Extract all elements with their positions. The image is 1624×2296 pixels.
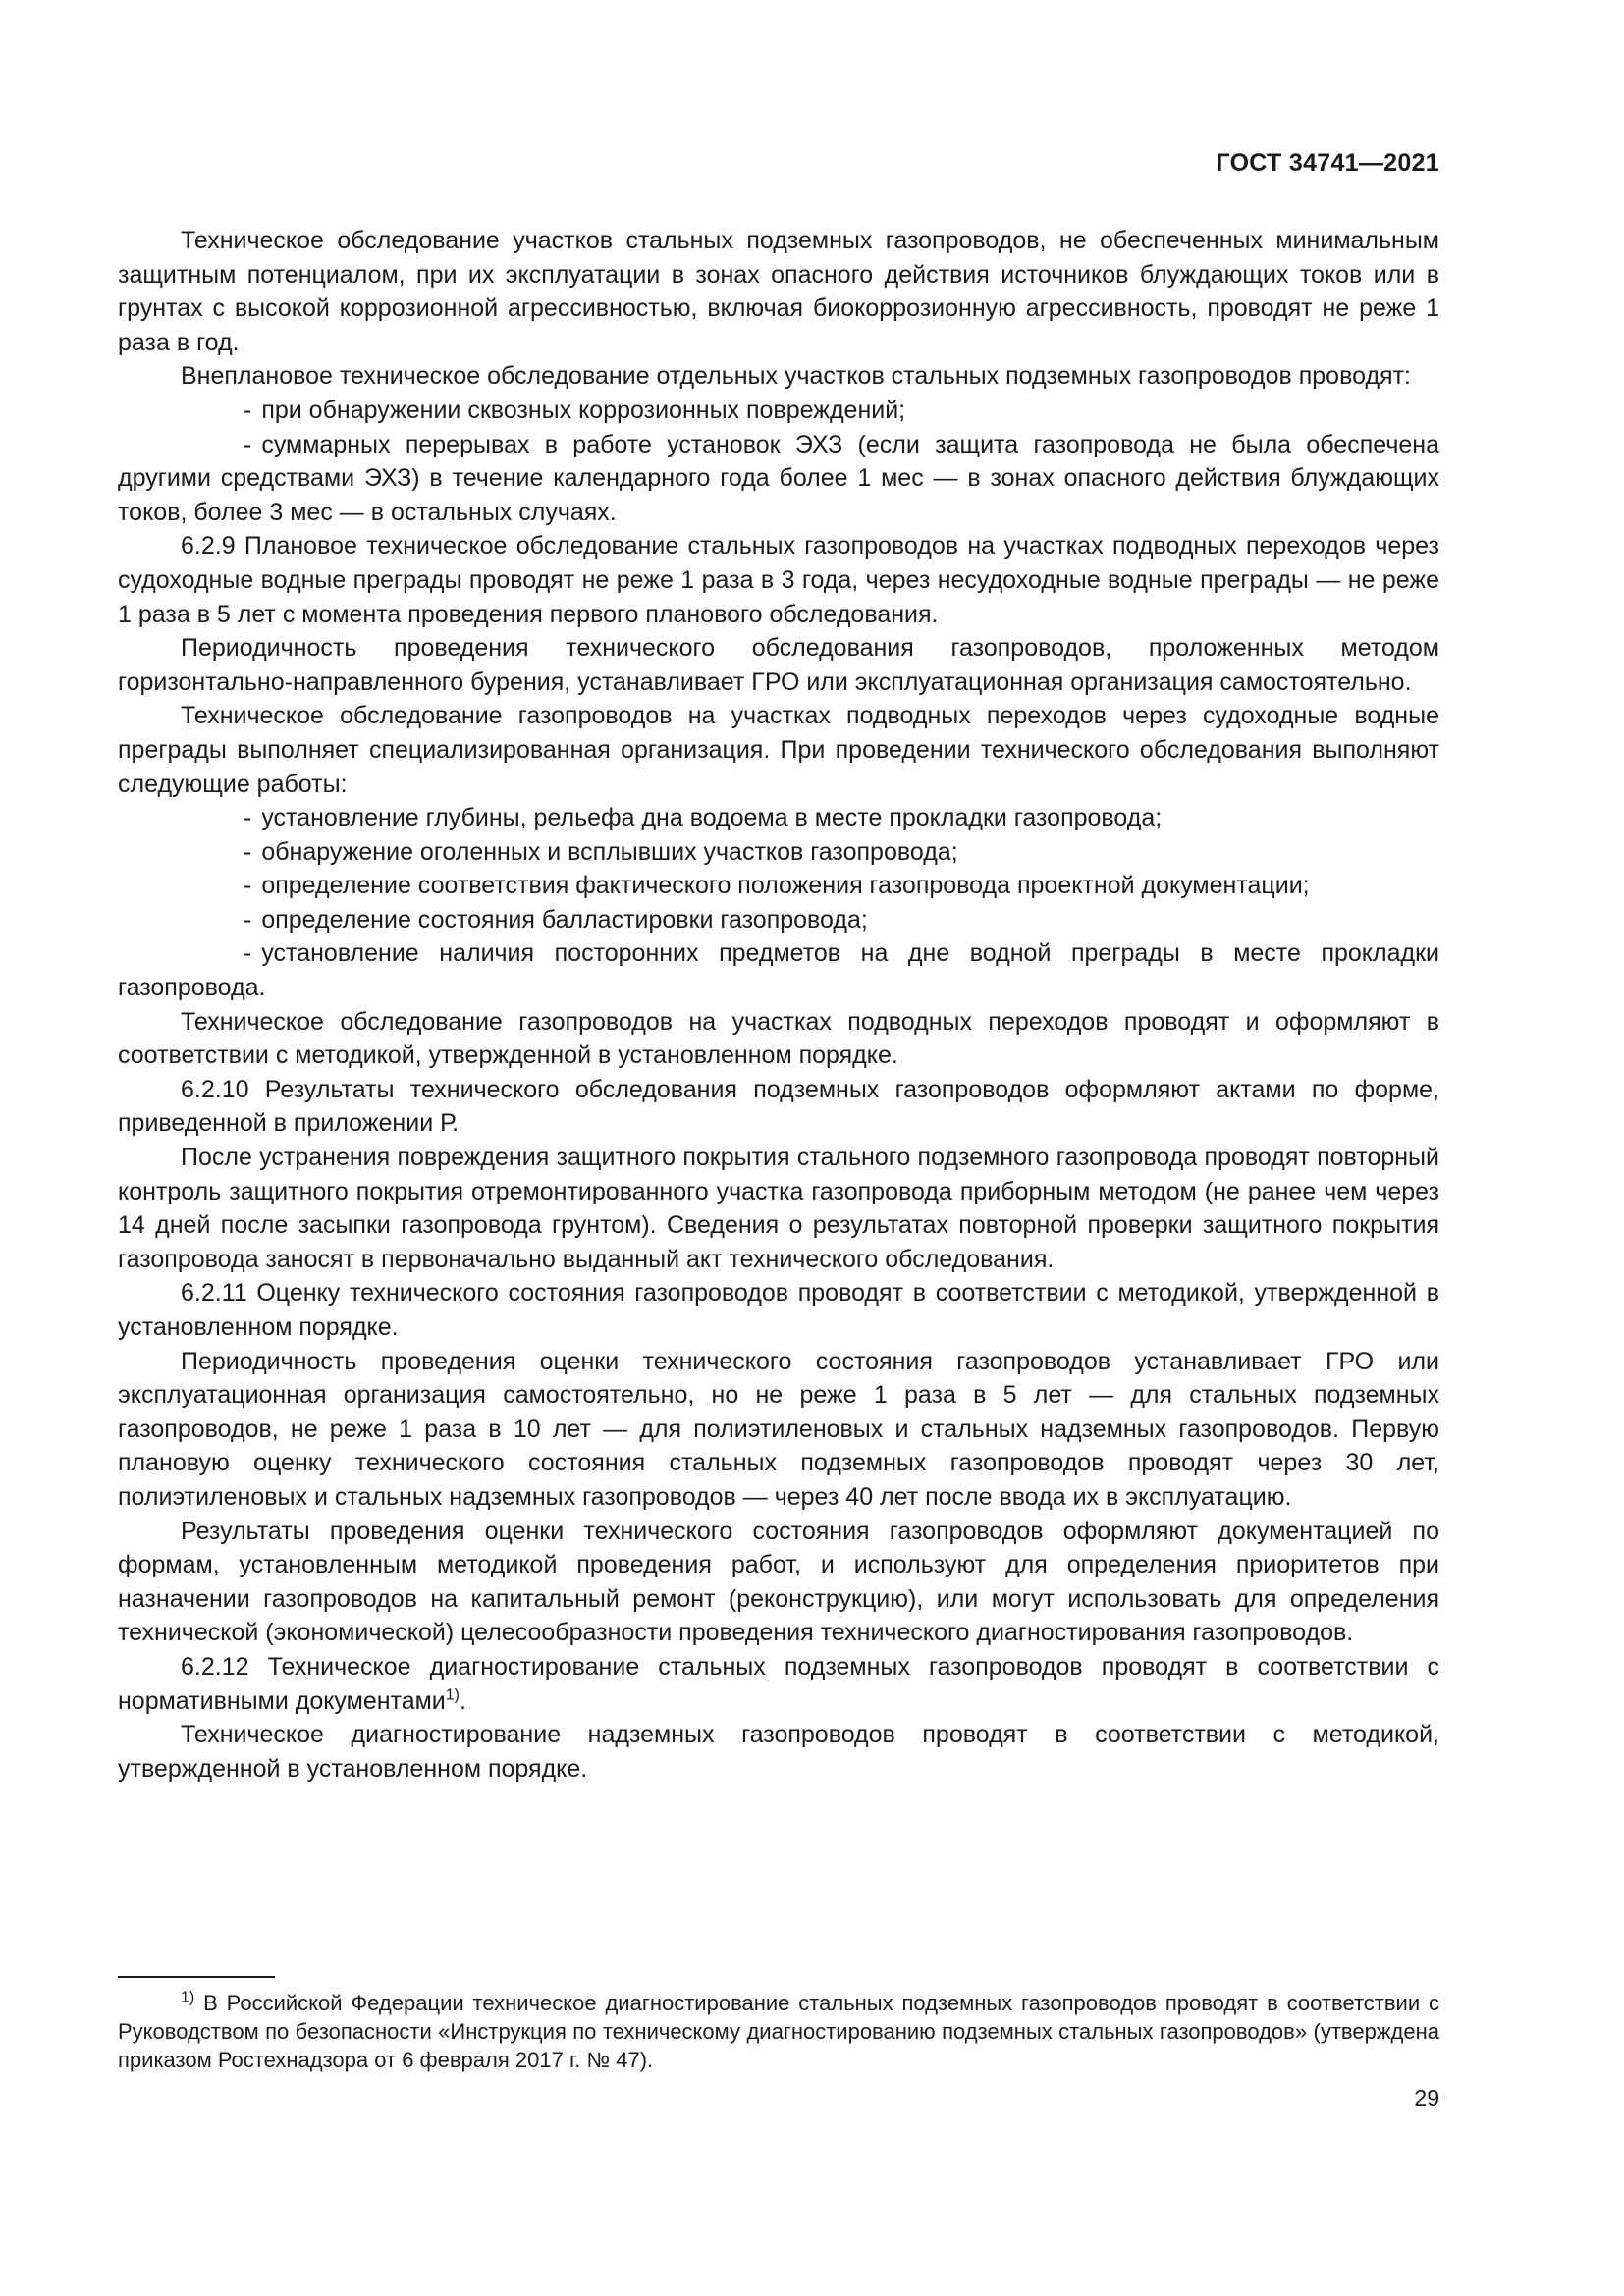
list-item-text: установление глубины, рельефа дна водоема в месте прокладки газопровода; xyxy=(261,804,1163,832)
list-item xyxy=(118,835,1439,870)
paragraph-text: 6.2.12 Техническое диагностирование стальных подземных газопроводов проводят в соответствии с нормативными документами xyxy=(118,1652,1439,1715)
footnote-text xyxy=(118,1989,1439,2074)
paragraph: 6.2.9 Плановое техническое обследование стальных газопроводов на участках подводных переходов через судоходные водные преграды проводят не реже 1 раза в 3 года, через несудоходные водные преграды — не реже 1 раза в 5 лет с момента проведения первого планового обследования. xyxy=(118,532,1439,628)
bullet-dash: - xyxy=(244,905,252,934)
list-item-text: установление наличия посторонних предметов на дне водной преграды в месте прокладки газопровода. xyxy=(118,939,1439,1002)
list-item xyxy=(118,936,1439,1004)
paragraph: Результаты проведения оценки технического состояния газопроводов оформляют документацией по формам, установленным методикой проведения работ, и используют для определения приоритетов при назначении газопроводов на капитальный ремонт (реконструкцию), или могут использовать для определения технической (экономической) целесообразности проведения технического диагностирования газопроводов. xyxy=(118,1517,1439,1647)
list-item-text: определение состояния балластировки газопровода; xyxy=(261,905,868,934)
bullet-dash: - xyxy=(244,939,252,968)
paragraph: Техническое обследование участков стальных подземных газопроводов, не обеспеченных минимальным защитным потенциалом, при их эксплуатации в зонах опасного действия источников блуждающих токов или в грунтах с высокой коррозионной агрессивностью, включая биокоррозионную агрессивность, проводят не реже 1 раза в год. xyxy=(118,227,1439,356)
list-item xyxy=(118,801,1439,835)
footnote-reference: 1) xyxy=(445,1686,460,1704)
paragraph: Внеплановое техническое обследование отдельных участков стальных подземных газопроводов проводят: xyxy=(181,362,1411,391)
footnote-body: В Российской Федерации техническое диагностирование стальных подземных газопроводов проводят в соответствии с Руководством по безопасности «Инструкция по техническому диагностированию подземных стальных газопроводов» (утверждена приказом Ростехнадзора от 6 февраля 2017 г. № 47). xyxy=(118,1991,1439,2072)
bullet-dash: - xyxy=(244,430,252,458)
paragraph: После устранения повреждения защитного покрытия стального подземного газопровода проводят повторный контроль защитного покрытия отремонтированного участка газопровода приборным методом (не ранее чем через 14 дней после засыпки газопровода грунтом). Сведения о результатах повторной проверки защитного покрытия газопровода заносят в первоначально выданный акт технического обследования. xyxy=(118,1144,1439,1273)
body-text xyxy=(118,224,1439,1786)
paragraph: Техническое обследование газопроводов на участках подводных переходов проводят и оформляют в соответствии с методикой, утвержденной в установленном порядке. xyxy=(118,1007,1439,1070)
list-item xyxy=(118,903,1439,937)
footnote xyxy=(118,1989,1439,2074)
list-item-text: суммарных перерывах в работе установок ЭХЗ (если защита газопровода не была обеспечена другими средствами ЭХЗ) в течение календарного года более 1 мес — в зонах опасного действия блуждающих токов, более 3 мес — в остальных случаях. xyxy=(118,430,1439,526)
paragraph: Техническое обследование газопроводов на участках подводных переходов через судоходные водные преграды выполняет специализированная организация. При проведении технического обследования выполняют следующие работы: xyxy=(118,702,1439,798)
paragraph xyxy=(118,1650,1439,1718)
document-code-header: ГОСТ 34741—2021 xyxy=(1216,149,1439,177)
list-item-text: определение соответствия фактического положения газопровода проектной документации; xyxy=(261,872,1310,900)
bullet-dash: - xyxy=(244,396,252,424)
footnote-separator xyxy=(118,1976,275,1978)
paragraph: Периодичность проведения оценки технического состояния газопроводов устанавливает ГРО или эксплуатационная организация самостоятельно, но не реже 1 раза в 5 лет — для стальных подземных газопроводов, не реже 1 раза в 10 лет — для полиэтиленовых и стальных надземных газопроводов. Первую плановую оценку технического состояния стальных подземных газопроводов проводят через 30 лет, полиэтиленовых и стальных надземных газопроводов — через 40 лет после ввода их в эксплуатацию. xyxy=(118,1347,1439,1511)
paragraph: 6.2.11 Оценку технического состояния газопроводов проводят в соответствии с методикой, утвержденной в установленном порядке. xyxy=(118,1279,1439,1341)
list-item xyxy=(118,394,1439,428)
paragraph: 6.2.10 Результаты технического обследования подземных газопроводов оформляют актами по форме, приведенной в приложении Р. xyxy=(118,1075,1439,1138)
list-item-text: при обнаружении сквозных коррозионных повреждений; xyxy=(261,396,906,424)
paragraph-end-punctuation: . xyxy=(460,1686,466,1715)
list-item-text: обнаружение оголенных и всплывших участков газопровода; xyxy=(261,837,958,866)
bullet-dash: - xyxy=(244,837,252,866)
page-number: 29 xyxy=(1414,2085,1439,2110)
bullet-dash: - xyxy=(244,872,252,900)
footnote-marker: 1) xyxy=(181,1989,195,2006)
list-item xyxy=(118,869,1439,903)
bullet-dash: - xyxy=(244,804,252,832)
paragraph: Периодичность проведения технического обследования газопроводов, проложенных методом горизонтально-направленного бурения, устанавливает ГРО или эксплуатационная организация самостоятельно. xyxy=(118,634,1439,696)
paragraph: Техническое диагностирование надземных газопроводов проводят в соответствии с методикой, утвержденной в установленном порядке. xyxy=(118,1721,1439,1783)
list-item xyxy=(118,428,1439,530)
